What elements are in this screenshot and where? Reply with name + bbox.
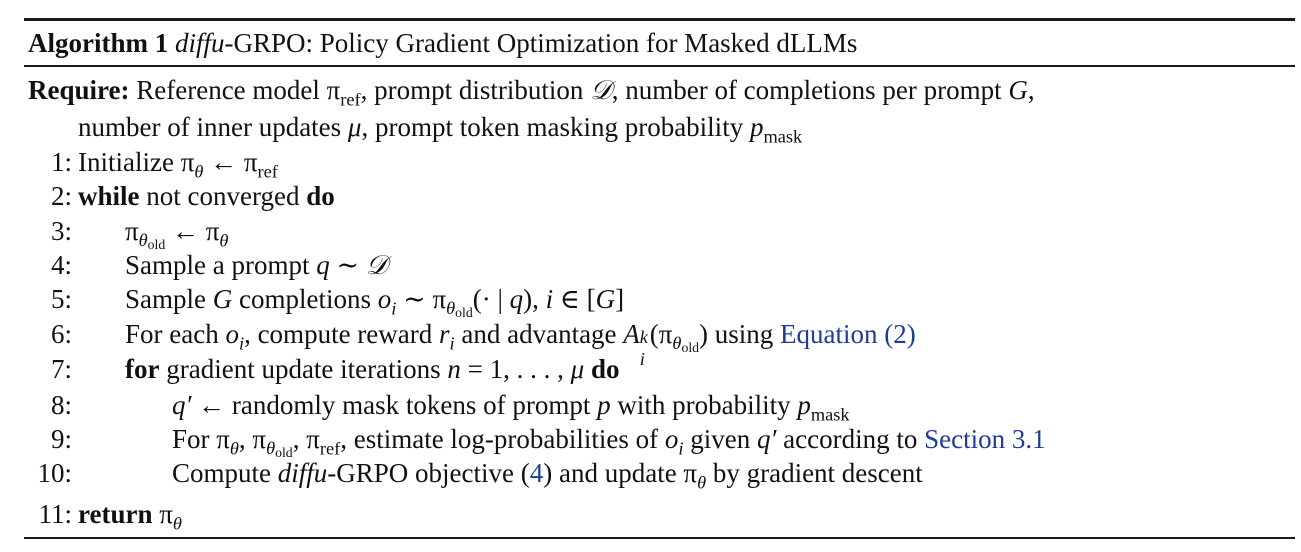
objective-4-link[interactable]: 4 bbox=[529, 458, 544, 488]
line-number: 6: bbox=[50, 319, 72, 349]
line-text: Sample a prompt q ∼ 𝒟 bbox=[125, 250, 388, 281]
line-text: Sample G completions $o_i$ ∼ $\pi_{\theta_{old}}(\cdot$ | q), i ∈ [G] bbox=[125, 284, 625, 321]
line-text: return $\pi_\theta$ bbox=[78, 499, 182, 534]
line-text: Compute diffu-GRPO objective (4) and update $\pi_\theta$ by gradient descent bbox=[172, 458, 923, 493]
line-text: For each $o_i$, compute reward $r_i$ and advantage A k i $(\pi_{\theta_{old}})$ using Equation (2) bbox=[125, 319, 916, 369]
line-number: 5: bbox=[50, 284, 72, 314]
title-rule bbox=[24, 65, 1295, 67]
line-text: $\pi_{\theta_{old}}$ ← $\pi_\theta$ bbox=[125, 216, 229, 253]
line-number: 3: bbox=[50, 216, 72, 246]
line-text: while not converged do bbox=[78, 181, 335, 211]
line-number: 2: bbox=[50, 181, 72, 211]
bottom-rule bbox=[24, 537, 1295, 539]
line-text: For $\pi_\theta$, $\pi_{\theta_{old}}$, $\pi_{ref}$, estimate log-probabilities of $o_i$ given q′ according to Section 3.1 bbox=[172, 424, 1046, 461]
line-number: 7: bbox=[50, 354, 72, 384]
algorithm-title: Algorithm 1 diffu-GRPO: Policy Gradient Optimization for Masked dLLMs bbox=[28, 28, 858, 58]
section-3-1-link[interactable]: Section 3.1 bbox=[924, 424, 1046, 454]
equation-2-link[interactable]: Equation (2) bbox=[780, 319, 916, 349]
line-number: 4: bbox=[50, 250, 72, 280]
line-number: 11: bbox=[38, 499, 72, 529]
top-rule bbox=[24, 18, 1295, 21]
line-number: 10: bbox=[37, 458, 72, 488]
line-number: 8: bbox=[50, 390, 72, 420]
line-text: q′ ← randomly mask tokens of prompt p with probability $p_{mask}$ bbox=[172, 390, 850, 425]
line-number: 1: bbox=[50, 147, 72, 177]
line-number: 9: bbox=[50, 424, 72, 454]
line-text: for gradient update iterations n = 1, . . . , μ do bbox=[125, 354, 620, 384]
line-text: Initialize $\pi_\theta$ ← $\pi_{ref}$ bbox=[78, 147, 278, 182]
algorithm-label: Algorithm 1 bbox=[28, 28, 169, 58]
